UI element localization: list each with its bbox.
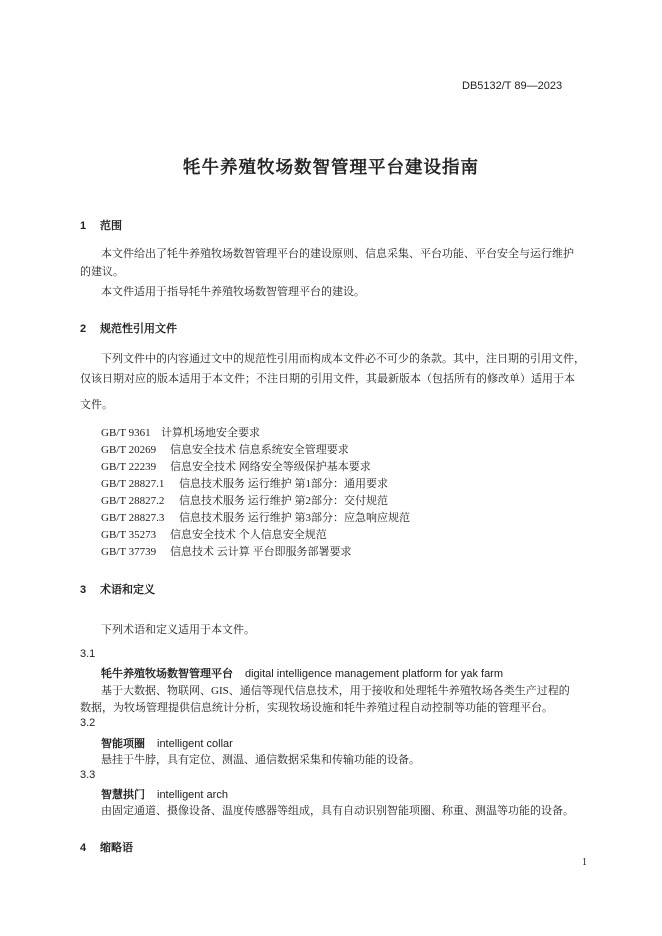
scope-paragraph-2: 本文件适用于指导牦牛养殖牧场数智管理平台的建设。 — [101, 286, 365, 298]
normative-intro-line-3: 文件。 — [80, 399, 113, 411]
section-number: 3 — [80, 584, 87, 596]
reference-code: GB/T 28827.3 — [101, 512, 165, 524]
reference-title: 信息安全技术 信息系统安全管理要求 — [170, 444, 349, 456]
reference-code: GB/T 22239 — [101, 461, 157, 473]
reference-item — [101, 424, 260, 440]
normative-intro-line-1: 下列文件中的内容通过文中的规范性引用而构成本文件必不可少的条款。其中，注日期的引用文件， — [101, 353, 585, 365]
section-heading-scope — [80, 217, 122, 233]
scope-paragraph-1-line-1: 本文件给出了牦牛养殖牧场数智管理平台的建设原则、信息采集、平台功能、平台安全与运行维护 — [101, 248, 574, 260]
reference-code: GB/T 28827.2 — [101, 495, 165, 507]
document-title: 牦牛养殖牧场数智管理平台建设指南 — [183, 157, 479, 177]
reference-item — [101, 509, 410, 525]
normative-intro-line-2: 仅该日期对应的版本适用于本文件；不注日期的引用文件，其最新版本（包括所有的修改单）适用于本 — [80, 373, 575, 385]
reference-code: GB/T 9361 — [101, 427, 151, 439]
section-heading-abbreviations — [80, 839, 133, 855]
terms-intro: 下列术语和定义适用于本文件。 — [101, 624, 255, 636]
term-name-en: intelligent arch — [157, 789, 228, 801]
section-title: 术语和定义 — [100, 584, 155, 596]
term-name-zh: 智慧拱门 — [101, 789, 145, 801]
reference-code: GB/T 20269 — [101, 444, 157, 456]
section-title: 范围 — [100, 220, 122, 232]
reference-title: 计算机场地安全要求 — [161, 427, 260, 439]
term-definition-line-2: 数据，为牧场管理提供信息统计分析，实现牧场设施和牦牛养殖过程自动控制等功能的管理平台。 — [80, 702, 553, 714]
section-number: 1 — [80, 220, 87, 232]
reference-title: 信息安全技术 个人信息安全规范 — [170, 529, 327, 541]
section-number: 4 — [80, 842, 87, 854]
term-definition-line-1: 悬挂于牛脖，具有定位、测温、通信数据采集和传输功能的设备。 — [101, 754, 420, 766]
scope-paragraph-1-line-2: 的建议。 — [80, 266, 124, 278]
term-name — [101, 786, 228, 802]
term-name — [101, 735, 233, 751]
reference-item — [101, 475, 388, 491]
term-name-zh: 牦牛养殖牧场数智管理平台 — [101, 668, 233, 680]
reference-title: 信息安全技术 网络安全等级保护基本要求 — [170, 461, 371, 473]
reference-item — [101, 543, 352, 559]
reference-title: 信息技术服务 运行维护 第3部分：应急响应规范 — [179, 512, 410, 524]
reference-title: 信息技术服务 运行维护 第2部分：交付规范 — [179, 495, 388, 507]
term-number: 3.2 — [80, 717, 96, 729]
term-definition-line-1: 由固定通道、摄像设备、温度传感器等组成，具有自动识别智能项圈、称重、测温等功能的设备。 — [101, 805, 574, 817]
section-heading-terms — [80, 581, 155, 597]
term-number: 3.3 — [80, 769, 96, 781]
section-number: 2 — [80, 323, 87, 335]
reference-title: 信息技术 云计算 平台即服务部署要求 — [170, 546, 352, 558]
reference-code: GB/T 37739 — [101, 546, 157, 558]
standard-number: DB5132/T 89—2023 — [462, 80, 563, 92]
section-heading-normative — [80, 320, 177, 336]
term-name — [101, 665, 503, 681]
term-name-en: digital intelligence management platform for yak farm — [245, 668, 504, 680]
reference-title: 信息技术服务 运行维护 第1部分：通用要求 — [179, 478, 388, 490]
reference-item — [101, 458, 371, 474]
term-name-en: intelligent collar — [157, 738, 233, 750]
page-number: 1 — [582, 857, 587, 868]
reference-code: GB/T 35273 — [101, 529, 157, 541]
reference-item — [101, 526, 327, 542]
term-name-zh: 智能项圈 — [101, 738, 145, 750]
section-title: 规范性引用文件 — [100, 323, 177, 335]
reference-item — [101, 441, 349, 457]
section-title: 缩略语 — [100, 842, 133, 854]
term-number: 3.1 — [80, 648, 96, 660]
reference-code: GB/T 28827.1 — [101, 478, 165, 490]
term-definition-line-1: 基于大数据、物联网、GIS、通信等现代信息技术，用于接收和处理牦牛养殖牧场各类生产过程的 — [101, 685, 570, 697]
reference-item — [101, 492, 388, 508]
